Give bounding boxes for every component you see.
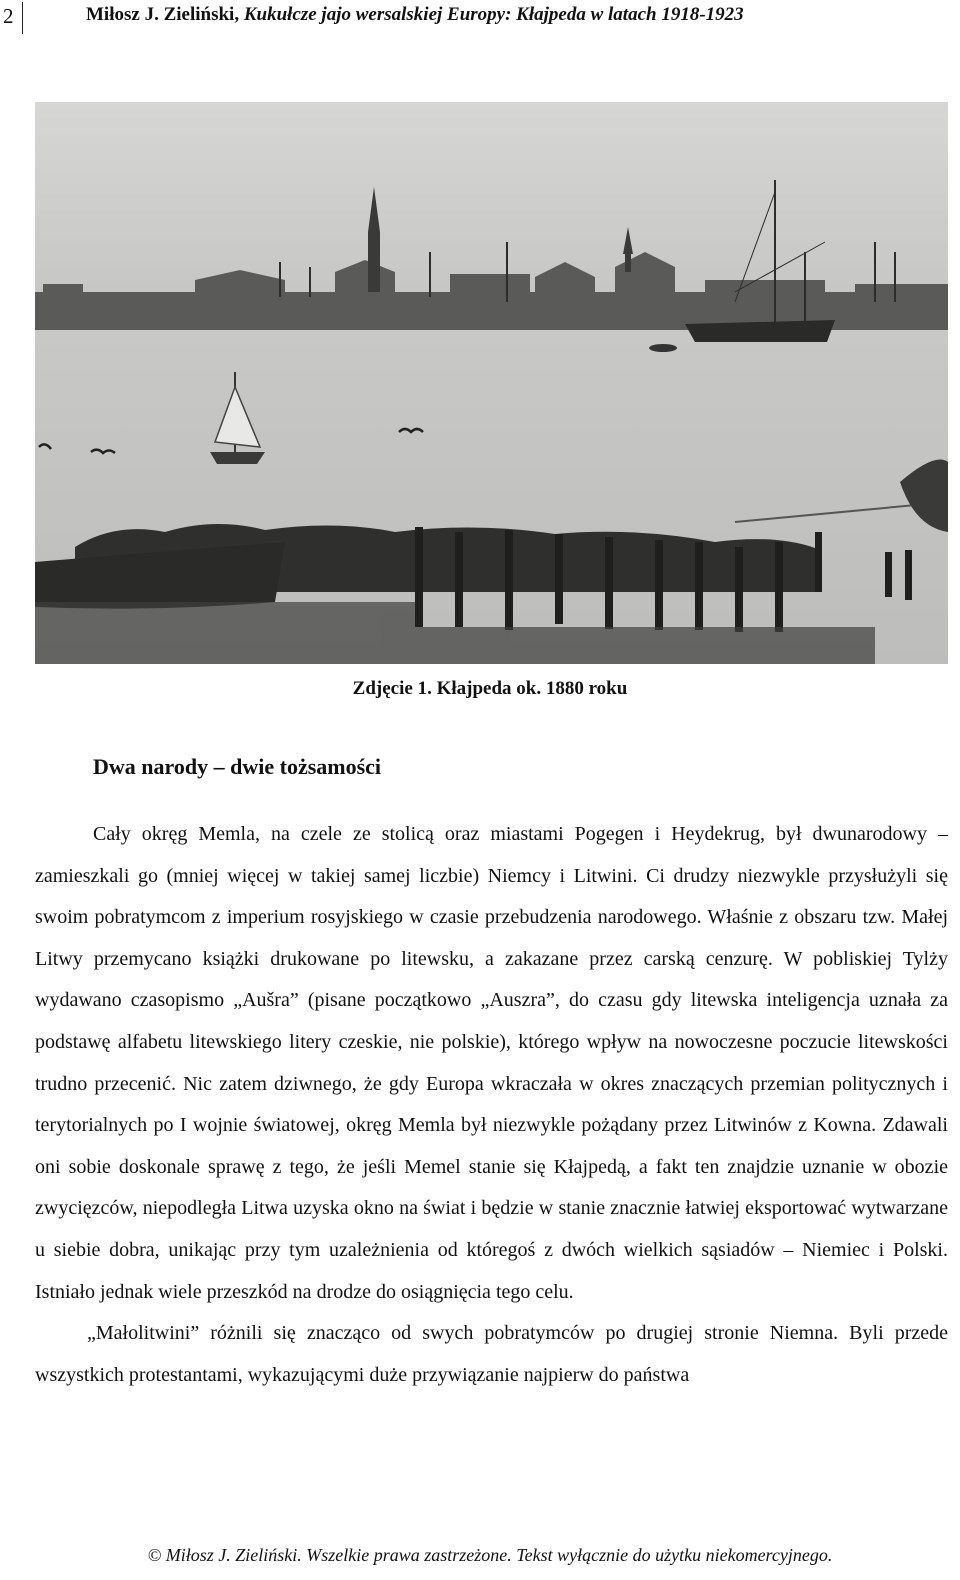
header-divider <box>22 2 23 34</box>
running-title-author: Miłosz J. Zieliński, <box>86 4 244 25</box>
paragraph: „Małolitwini” różnili się znacząco od swych pobratymców po drugiej stronie Niemna. Byli przede wszystkich protestantami, wykazującymi duże przywiązanie najpierw do państwa <box>35 1322 948 1386</box>
running-title-work: Kukułcze jajo wersalskiej Europy: Kłajpeda w latach 1918-1923 <box>243 4 744 25</box>
paragraph: Cały okręg Memla, na czele ze stolicą oraz miastami Pogegen i Heydekrug, był dwunarodowy – zamieszkali go (mniej więcej w takiej samej liczbie) Niemcy i Litwini. Ci drudzy niezwykle przysłużyli się swoim pobratymcom z imperium rosyjskiego w czasie przebudzenia narodowego. Właśnie z obszaru tzw. Małej Litwy przemycano książki drukowane po litewsku, a zakazane przez carską cenzurę. W pobliskiej Tylży wydawano czasopismo „Aušra” (pisane początkowo „Auszra”, do czasu gdy litewska inteligencja uznała za podstawę alfabetu litewskiego litery czeskie, nie polskie), którego wpływ na nowoczesne poczucie litewskości trudno przecenić. Nic zatem dziwnego, że gdy Europa wkraczała w okres znaczących przemian politycznych i terytorialnych po I wojnie światowej, okręg Memla był niezwykle pożądany przez Litwinów z Kowna. Zdawali oni sobie doskonale sprawę z tego, że jeśli Memel stanie się Kłajpedą, a fakt ten znajdzie uznanie w obozie zwycięzców, niepodległa Litwa uzyska okno na świat i będzie w stanie znacznie łatwiej eksportować wytwarzane u siebie dobra, unikając przy tym uzależnienia od któregoś z dwóch wielkich sąsiadów – Niemiec i Polski. Istniało jednak wiele przeszkód na drodze do osiągnięcia tego celu. <box>35 823 948 1303</box>
harbor-photograph <box>35 102 948 664</box>
figure-caption: Zdjęcie 1. Kłajpeda ok. 1880 roku <box>352 678 628 699</box>
section-heading: Dwa narody – dwie tożsamości <box>93 754 382 779</box>
page-number: 2 <box>3 4 14 28</box>
body-text <box>35 814 948 1396</box>
running-header <box>0 0 960 44</box>
running-title <box>86 4 744 26</box>
copyright-footer: © Miłosz J. Zieliński. Wszelkie prawa zastrzeżone. Tekst wyłącznie do użytku niekomercyjnego. <box>147 1545 833 1565</box>
